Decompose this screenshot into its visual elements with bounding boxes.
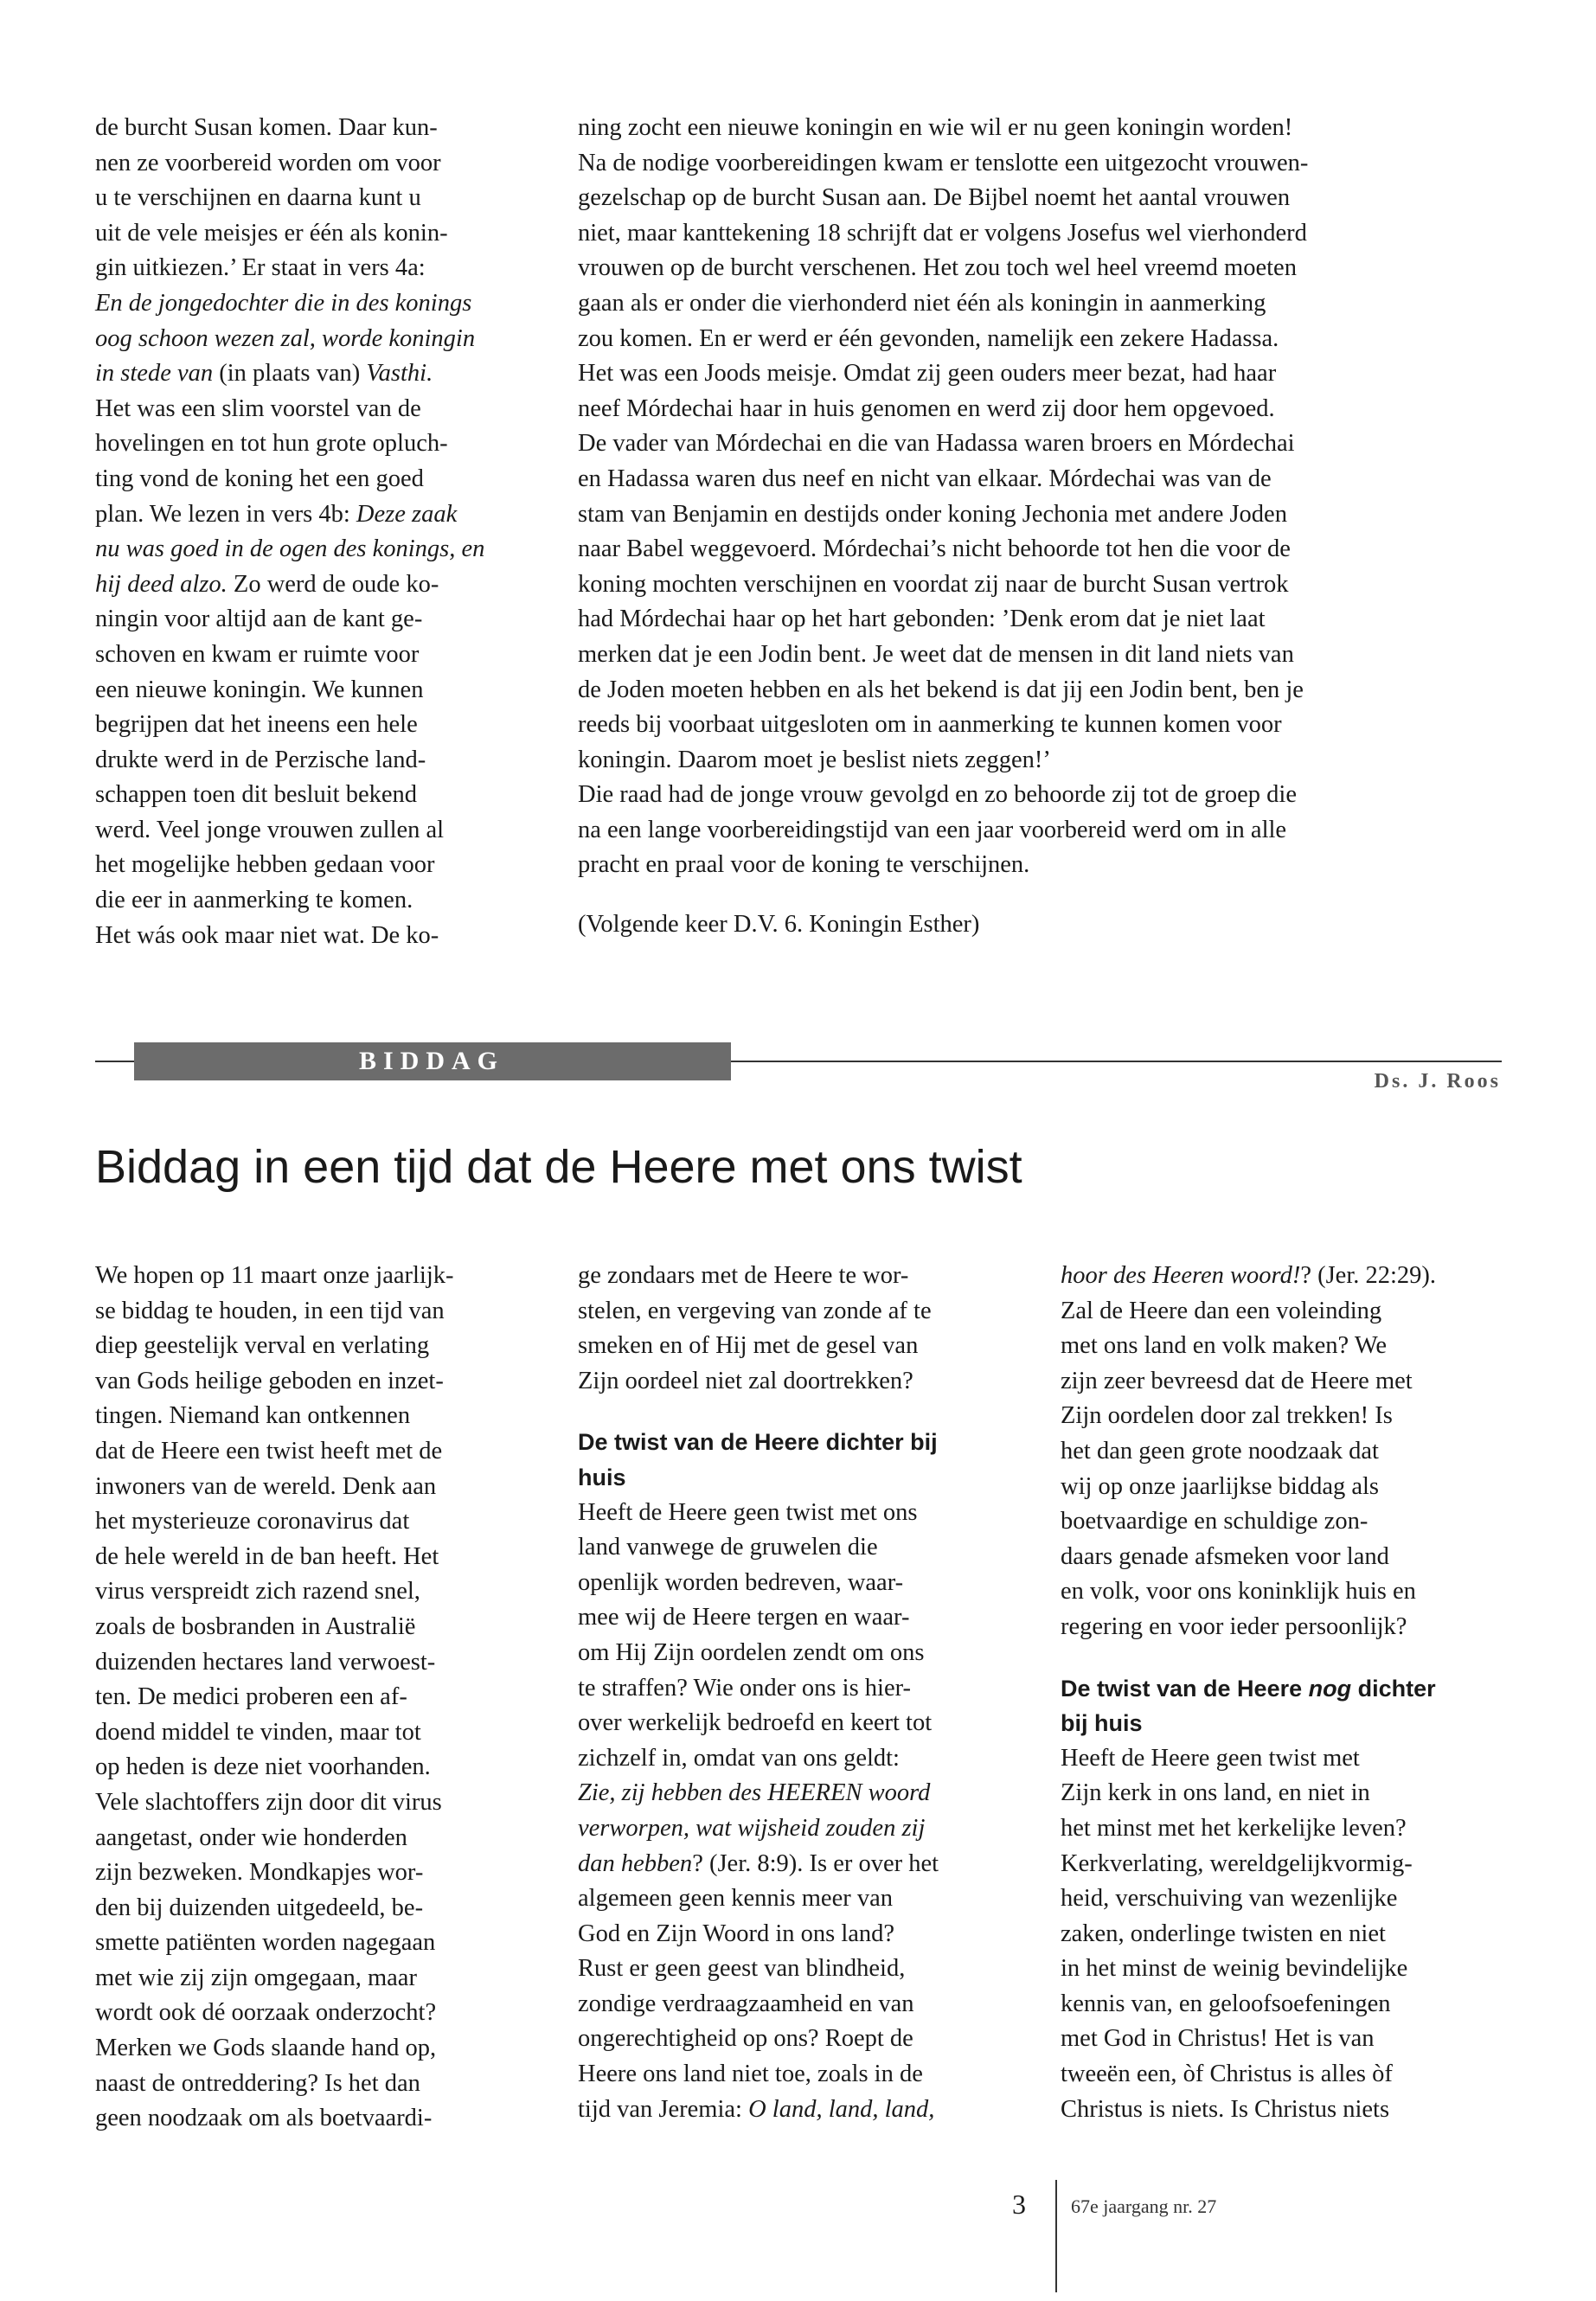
subheading-2: De twist van de Heere nog dichter bij huis bbox=[1061, 1675, 1436, 1737]
column-1-text: We hopen op 11 maart onze jaarlijk- se biddag te houden, in een tijd van diep geestelijk verval en verlating van Gods heilige geboden en inzet- tingen. Niemand kan ontkennen dat de Heere een twist heeft met de inwoners van de wereld. Denk aan het mysterieuze coronavirus dat de hele wereld in de ban heeft. Het virus verspreidt zich razend snel, zoals de bosbranden in Australië duizenden hectares land verwoest- ten. De medici proberen een af- doend middel te vinden, maar tot op heden is deze niet voorhanden. Vele slachtoffers zijn door dit virus aangetast, onder wie honderden zijn bezweken. Mondkapjes wor- den bij duizenden uitgedeeld, be- smette patiënten worden nagegaan met wie zij zijn omgegaan, maar wordt ook dé oorzaak onderzocht? Merken we Gods slaande hand op, naast de ontreddering? Is het dan geen noodzaak om als boetvaardi- bbox=[95, 1262, 454, 2132]
column-2-intro: ge zondaars met de Heere te wor- stelen, en vergeving van zonde af te smeken en of Hij met de gesel van Zijn oordeel niet zal doortrekken? bbox=[578, 1262, 932, 1394]
section-banner: BIDDAG bbox=[134, 1042, 731, 1080]
top-left-text: de burcht Susan komen. Daar kun- nen ze voorbereid worden om voor u te verschijnen en daarna kunt u uit de vele meisjes er één als konin- gin uitkiezen.’ Er staat in vers 4a: En de jongedochter die in des konings oog schoon wezen zal, worde koningin in stede van (in plaats van) Vasthi. Het was een slim voorstel van de hovelingen en tot hun grote opluch- ting vond de koning het een goed plan. We lezen in vers 4b: Deze zaak nu was goed in de ogen des konings, en hij deed alzo. Zo werd de oude ko- ningin voor altijd aan de kant ge- schoven en kwam er ruimte voor een nieuwe koningin. We kunnen begrijpen dat het ineens een hele drukte werd in de Perzische land- schappen toen dit besluit bekend werd. Veel jonge vrouwen zullen al het mogelijke hebben gedaan voor die eer in aanmerking te komen. Het wás ook maar niet wat. De ko- bbox=[95, 114, 485, 949]
author-byline: Ds. J. Roos bbox=[1374, 1070, 1501, 1093]
article-column-3 bbox=[1061, 1259, 1502, 2127]
article-column-1 bbox=[95, 1259, 536, 2137]
subheading-1: De twist van de Heere dichter bij huis bbox=[578, 1429, 938, 1490]
top-right-text: ning zocht een nieuwe koningin en wie wil er nu geen koningin worden! Na de nodige voorbereidingen kwam er tenslotte een uitgezocht vrouwen- gezelschap op de burcht Susan aan. De Bijbel noemt het aantal vrouwen niet, maar kanttekening 18 schrijft dat er volgens Josefus wel vierhonderd vrouwen op de burcht verschenen. Het zou toch wel heel vreemd moeten gaan als er onder die vierhonderd niet één als koningin in aanmerking zou komen. En er werd er één gevonden, namelijk een zekere Hadassa. Het was een Joods meisje. Omdat zij geen ouders meer bezat, had haar neef Mórdechai haar in huis genomen en werd zij door hem opgevoed. De vader van Mórdechai en die van Hadassa waren broers en Mórdechai en Hadassa waren dus neef en nicht van elkaar. Mórdechai was van de stam van Benjamin en destijds onder koning Jechonia met andere Joden naar Babel weggevoerd. Mórdechai’s nicht behoorde tot hen die voor de koning mochten verschijnen en voordat zij naar de burcht Susan vertrok had Mórdechai haar op het hart gebonden: ’Denk erom dat je niet laat merken dat je een Jodin bent. Je weet dat de mensen in dit land niets van de Joden moeten hebben en als het bekend is dat jij een Jodin bent, ben je reeds bij voorbaat uitgesloten om in aanmerking te kunnen komen voor koningin. Daarom moet je beslist niets zeggen!’ Die raad had de jonge vrouw gevolgd en zo behoorde zij tot de groep die na een lange voorbereidingstijd van een jaar voorbereid werd om in alle pracht en praal voor de koning te verschijnen. bbox=[578, 114, 1309, 879]
footer-divider bbox=[1055, 2180, 1057, 2292]
column-3-intro: hoor des Heeren woord!? (Jer. 22:29). Zal de Heere dan een voleinding met ons land en volk maken? We zijn zeer bevreesd dat de Heere met Zijn oordelen door zal trekken! Is het dan geen grote noodzaak dat wij op onze jaarlijkse biddag als boetvaardige en schuldige zon- daars genade afsmeken voor land en volk, voor ons koninklijk huis en regering en voor ieder persoonlijk? bbox=[1061, 1262, 1437, 1640]
continuation-note: (Volgende keer D.V. 6. Koningin Esther) bbox=[578, 911, 980, 939]
top-left-column bbox=[95, 111, 536, 953]
edition-info: 67e jaargang nr. 27 bbox=[1071, 2195, 1217, 2217]
column-3-text: Heeft de Heere geen twist met Zijn kerk in ons land, en niet in het minst met het kerkelijke leven? Kerkverlating, wereldgelijkvormig- heid, verschuiving van wezenlijke zaken, onderlinge twisten en niet in het minst de weinig bevindelijke kennis van, en geloofsoefeningen met God in Christus! Het is van tweeën een, òf Christus is alles òf Christus is niets. Is Christus niets bbox=[1061, 1744, 1413, 2123]
top-right-column bbox=[578, 111, 1502, 943]
column-2-text: Heeft de Heere geen twist met ons land vanwege de gruwelen die openlijk worden bedreven, waar- mee wij de Heere tergen en waar- om Hij Zijn oordelen zendt om ons te straffen? Wie onder ons is hier- over werkelijk bedroefd en keert tot zichzelf in, omdat van ons geldt: Zie, zij hebben des HEEREN woord verworpen, wat wijsheid zouden zij dan hebben? (Jer. 8:9). Is er over het algemeen geen kennis meer van God en Zijn Woord in ons land? Rust er geen geest van blindheid, zondige verdraagzaamheid en van ongerechtigheid op ons? Roept de Heere ons land niet toe, zoals in de tijd van Jeremia: O land, land, land, bbox=[578, 1498, 939, 2123]
article-title: Biddag in een tijd dat de Heere met ons twist bbox=[95, 1141, 1022, 1193]
article-column-2 bbox=[578, 1259, 1019, 2127]
page-number: 3 bbox=[1012, 2189, 1026, 2220]
